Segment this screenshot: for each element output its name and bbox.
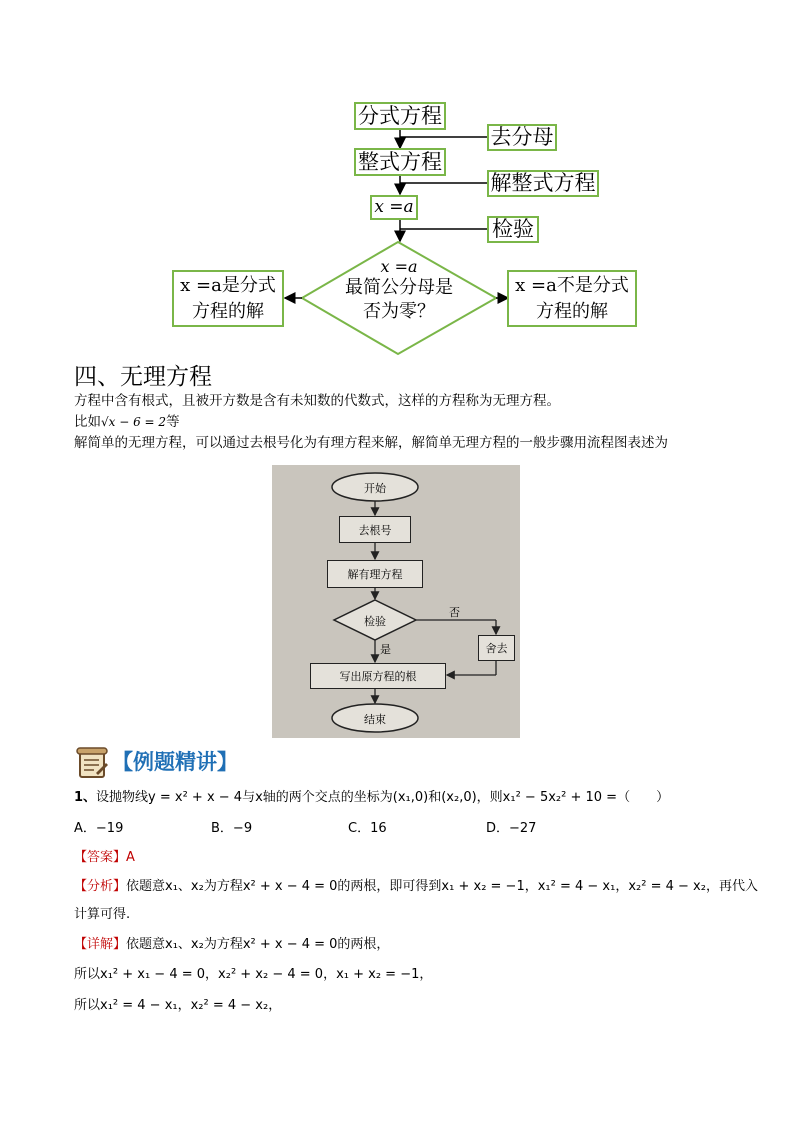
flow-no-label: 否 [449,606,460,619]
flow-check: 检验 [364,615,386,628]
flowchart-photo [272,465,520,738]
detail-tag: 【详解】 [74,937,127,952]
detail-text1: 依题意x₁、x₂为方程x² + x − 4 = 0的两根， [126,937,390,952]
option-b-value: −9 [232,821,253,836]
answer-line [74,846,135,865]
flow-remove-root: 去根号 [339,516,411,543]
node-integral-equation: 整式方程 [354,148,446,176]
answer-value: A [126,850,135,865]
step-solve-integral: 解整式方程 [487,170,599,197]
option-b-label: B． [211,821,233,836]
flow-discard: 舍去 [478,635,515,661]
flow-write-roots: 写出原方程的根 [310,663,446,689]
example-prefix: 比如 [74,414,101,430]
detail-line2: 所以x₁² + x₁ − 4 = 0，x₂² + x₂ − 4 = 0，x₁ + x₂ = −1， [74,967,433,982]
right-result-line2: 方程的解 [536,300,608,322]
intro-text: 解简单的无理方程，可以通过去根号化为有理方程来解，解简单无理方程的一般步骤用流程图表述为 [74,435,668,451]
right-result-box [507,270,637,327]
right-result-line1: x =a不是分式 [515,274,629,296]
definition-text: 方程中含有根式，且被开方数是含有未知数的代数式，这样的方程称为无理方程。 [74,393,560,409]
detail-line1 [74,933,389,952]
analysis-text1: 依题意x₁、x₂为方程x² + x − 4 = 0的两根，即可得到x₁ + x₂ = −1，x₁² = 4 − x₁，x₂² = 4 − x₂，再代入 [126,879,758,894]
left-result-box [172,270,284,327]
example-text [74,410,180,430]
detail-line3: 所以x₁² = 4 − x₁，x₂² = 4 − x₂， [74,998,282,1013]
flow-solve-rational: 解有理方程 [327,560,423,588]
option-d-value: −27 [509,821,537,836]
option-a [74,817,123,836]
option-b [211,817,252,836]
option-a-label: A． [74,821,96,836]
flow-start: 开始 [364,482,386,495]
analysis-line1 [74,875,758,894]
example-suffix: 等 [166,414,180,430]
left-result-line2: 方程的解 [192,300,264,322]
option-a-value: −19 [95,821,124,836]
question-number: 1、 [74,790,97,805]
step-clear-denominator: 去分母 [487,124,557,151]
example-title: 【例题精讲】 [112,750,238,774]
option-c-value: 16 [370,821,387,836]
diamond-line3: 否为零？ [363,301,435,322]
diamond-text [318,258,480,324]
answer-tag: 【答案】 [74,850,127,865]
diamond-line1: x =a [380,257,418,276]
analysis-tag: 【分析】 [74,879,127,894]
example-math: √x − 6 = 2 [101,415,167,429]
node-fraction-equation: 分式方程 [354,102,446,130]
scroll-icon [74,745,110,781]
flow-end: 结束 [364,713,386,726]
flowchart-photo-connectors [272,465,520,738]
section-title: 四、无理方程 [74,364,212,390]
analysis-line2: 计算可得. [74,907,131,922]
node-x-equals-a: x =a [370,195,418,220]
question [74,786,669,805]
left-result-line1: x =a是分式 [180,274,276,296]
option-c [348,817,387,836]
question-text: 设抛物线y = x² + x − 4与x轴的两个交点的坐标为(x₁,0)和(x₂,0)，则x₁² − 5x₂² + 10 =（ ） [96,790,670,805]
flow-yes-label: 是 [380,643,391,656]
option-d [486,817,536,836]
option-d-label: D． [486,821,510,836]
option-c-label: C． [348,821,371,836]
step-check: 检验 [487,216,539,243]
diamond-line2: 最简公分母是 [345,277,453,298]
